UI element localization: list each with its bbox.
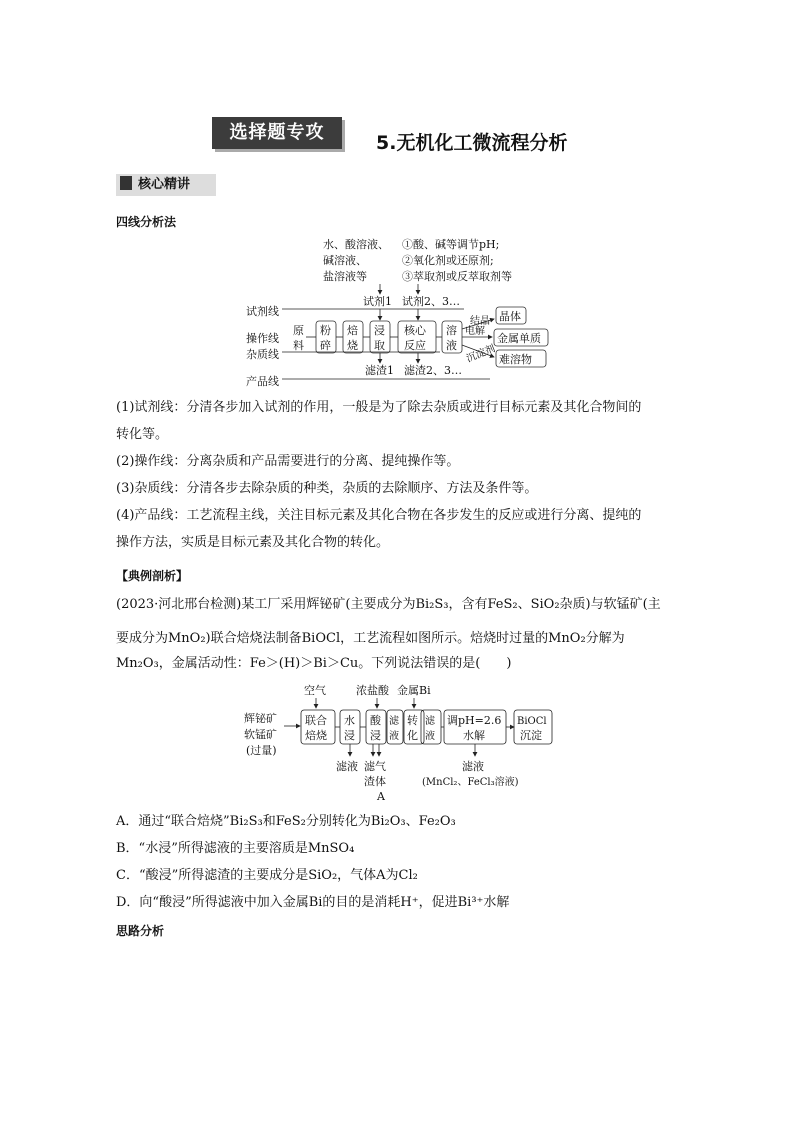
residue-label: 渣体 xyxy=(364,775,386,788)
option-b[interactable]: B．“水浸”所得滤液的主要溶质是MnSO₄ xyxy=(116,841,355,856)
filtrate-note: (MnCl₂、FeCl₃溶液) xyxy=(422,777,519,788)
electrolysis-label: 电解 xyxy=(465,326,485,337)
option-d[interactable]: D．向“酸浸”所得滤液中加入金属Bi的目的是消耗H⁺，促进Bi³⁺水解 xyxy=(116,895,510,910)
reagent-list-1: 水、酸溶液、 xyxy=(323,238,389,251)
op-text: 核心 xyxy=(404,324,426,337)
question-line: 要成分为MnO₂)联合焙烧法制备BiOCl，工艺流程如图所示。焙烧时过量的MnO₂分解为 xyxy=(116,631,625,646)
option-c[interactable]: C．“酸浸”所得滤渣的主要成分是SiO₂，气体A为Cl₂ xyxy=(116,868,418,883)
example-label: 【典例剖析】 xyxy=(116,569,189,583)
gas-a-label: A xyxy=(377,790,385,803)
operation-line-label: 操作线 xyxy=(246,332,279,345)
analysis-label: 思路分析 xyxy=(116,924,165,938)
air-label: 空气 xyxy=(304,684,326,697)
box-text: 液 xyxy=(425,731,435,742)
explanation-text: 工艺流程主线，关注目标元素及其化合物在各步发生的反应或进行分离、提纯的 xyxy=(186,508,642,523)
box-text: 浸 xyxy=(370,729,381,742)
square-icon xyxy=(120,176,132,190)
option-a[interactable]: A．通过“联合焙烧”Bi₂S₃和FeS₂分别转化为Bi₂O₃、Fe₂O₃ xyxy=(116,814,456,829)
explanation-line xyxy=(116,398,696,418)
question-text: 某工厂采用辉铋矿(主要成分为Bi₂S₃，含有FeS₂、SiO₂杂质)与软锰矿(主 xyxy=(241,597,661,612)
box-text: 联合 xyxy=(305,714,327,727)
reagent-list-2: 碱溶液、 xyxy=(323,254,367,267)
box-text: 转 xyxy=(407,714,418,727)
reagent-line-label: 试剂线 xyxy=(246,305,279,318)
input-pyrolusite: 软锰矿 xyxy=(244,728,277,741)
explanation-block xyxy=(116,398,696,553)
reagent1-label: 试剂1 xyxy=(363,295,392,308)
raw-material-2: 料 xyxy=(293,339,304,352)
explanation-text: 转化等。 xyxy=(116,427,169,442)
metal-bi-label: 金属Bi xyxy=(397,684,431,697)
options-list xyxy=(116,812,716,920)
op-text: 液 xyxy=(446,339,457,352)
op-text: 粉 xyxy=(320,324,331,337)
box-text: 化 xyxy=(407,729,418,742)
example-question xyxy=(116,595,696,674)
page-title: 5.无机化工微流程分析 xyxy=(376,132,568,154)
reagent-use-1: ①酸、碱等调节pH; xyxy=(402,238,500,251)
filter-gas-label: 滤气 xyxy=(364,760,386,773)
explanation-label: (1)试剂线： xyxy=(116,400,187,415)
explanation-line xyxy=(116,479,696,499)
question-line xyxy=(116,595,696,615)
bottom-filtrate-label: 滤液 xyxy=(336,760,358,773)
explanation-text: 分清各步去除杂质的种类，杂质的去除顺序、方法及条件等。 xyxy=(186,481,538,496)
residue23-label: 滤渣2、3… xyxy=(404,364,462,377)
reagent-use-3: ③萃取剂或反萃取剂等 xyxy=(402,270,512,283)
box-text: 浸 xyxy=(344,729,355,742)
op-text: 取 xyxy=(374,339,385,352)
section-badge: 选择题专攻 xyxy=(212,117,342,149)
explanation-label: (3)杂质线： xyxy=(116,481,187,496)
crystallize-label: 结晶 xyxy=(470,316,490,327)
process-flow-diagram xyxy=(244,682,564,807)
final-text: 沉淀 xyxy=(520,729,542,742)
question-line: Mn₂O₃，金属活动性：Fe＞(H)＞Bi＞Cu。下列说法错误的是( ) xyxy=(116,656,512,671)
explanation-line xyxy=(116,452,696,472)
op-text: 焙 xyxy=(347,324,358,337)
explanation-text: 分离杂质和产品需要进行的分离、提纯操作等。 xyxy=(186,454,460,469)
method-title: 四线分析法 xyxy=(116,215,177,229)
four-line-diagram xyxy=(240,234,570,394)
input-excess: (过量) xyxy=(246,744,277,757)
precipitant-label: 沉淀剂 xyxy=(465,343,497,365)
explanation-label: (2)操作线： xyxy=(116,454,187,469)
reagent23-label: 试剂2、3… xyxy=(402,295,460,308)
op-text: 浸 xyxy=(374,324,385,337)
raw-material-1: 原 xyxy=(293,324,304,337)
box-text: 滤 xyxy=(425,716,435,727)
explanation-text: 分清各步加入试剂的作用，一般是为了除去杂质或进行目标元素及其化合物间的 xyxy=(186,400,642,415)
final-text: BiOCl xyxy=(517,716,547,727)
box-text: 酸 xyxy=(370,714,381,727)
question-source: (2023·河北邢台检测) xyxy=(116,597,242,612)
final-filtrate-label: 滤液 xyxy=(462,760,484,773)
box-text: 滤 xyxy=(389,716,399,727)
hydrolysis-text: 调pH=2.6 xyxy=(447,714,502,727)
explanation-line xyxy=(116,533,696,553)
explanation-line xyxy=(116,506,696,526)
product-line-label: 产品线 xyxy=(246,375,279,388)
box-text: 焙烧 xyxy=(305,729,327,742)
product-text: 晶体 xyxy=(499,310,521,323)
product-text: 金属单质 xyxy=(497,332,541,345)
op-text: 溶 xyxy=(446,324,457,337)
explanation-label: (4)产品线： xyxy=(116,508,187,523)
impurity-line-label: 杂质线 xyxy=(246,348,279,361)
product-text: 难溶物 xyxy=(499,353,532,366)
op-text: 反应 xyxy=(404,339,426,352)
core-section-label xyxy=(116,174,216,196)
core-label-text: 核心精讲 xyxy=(138,177,191,192)
input-bismuthinite: 辉铋矿 xyxy=(244,712,277,725)
reagent-list-3: 盐溶液等 xyxy=(323,270,367,283)
residue1-label: 滤渣1 xyxy=(365,364,394,377)
box-text: 液 xyxy=(389,731,399,742)
explanation-line xyxy=(116,425,696,445)
hydrolysis-text: 水解 xyxy=(463,729,485,742)
conc-hcl-label: 浓盐酸 xyxy=(356,684,389,697)
reagent-use-2: ②氧化剂或还原剂; xyxy=(402,254,494,267)
op-text: 碎 xyxy=(320,339,331,352)
explanation-text: 操作方法，实质是目标元素及其化合物的转化。 xyxy=(116,535,390,550)
op-text: 烧 xyxy=(347,339,358,352)
box-text: 水 xyxy=(344,714,355,727)
